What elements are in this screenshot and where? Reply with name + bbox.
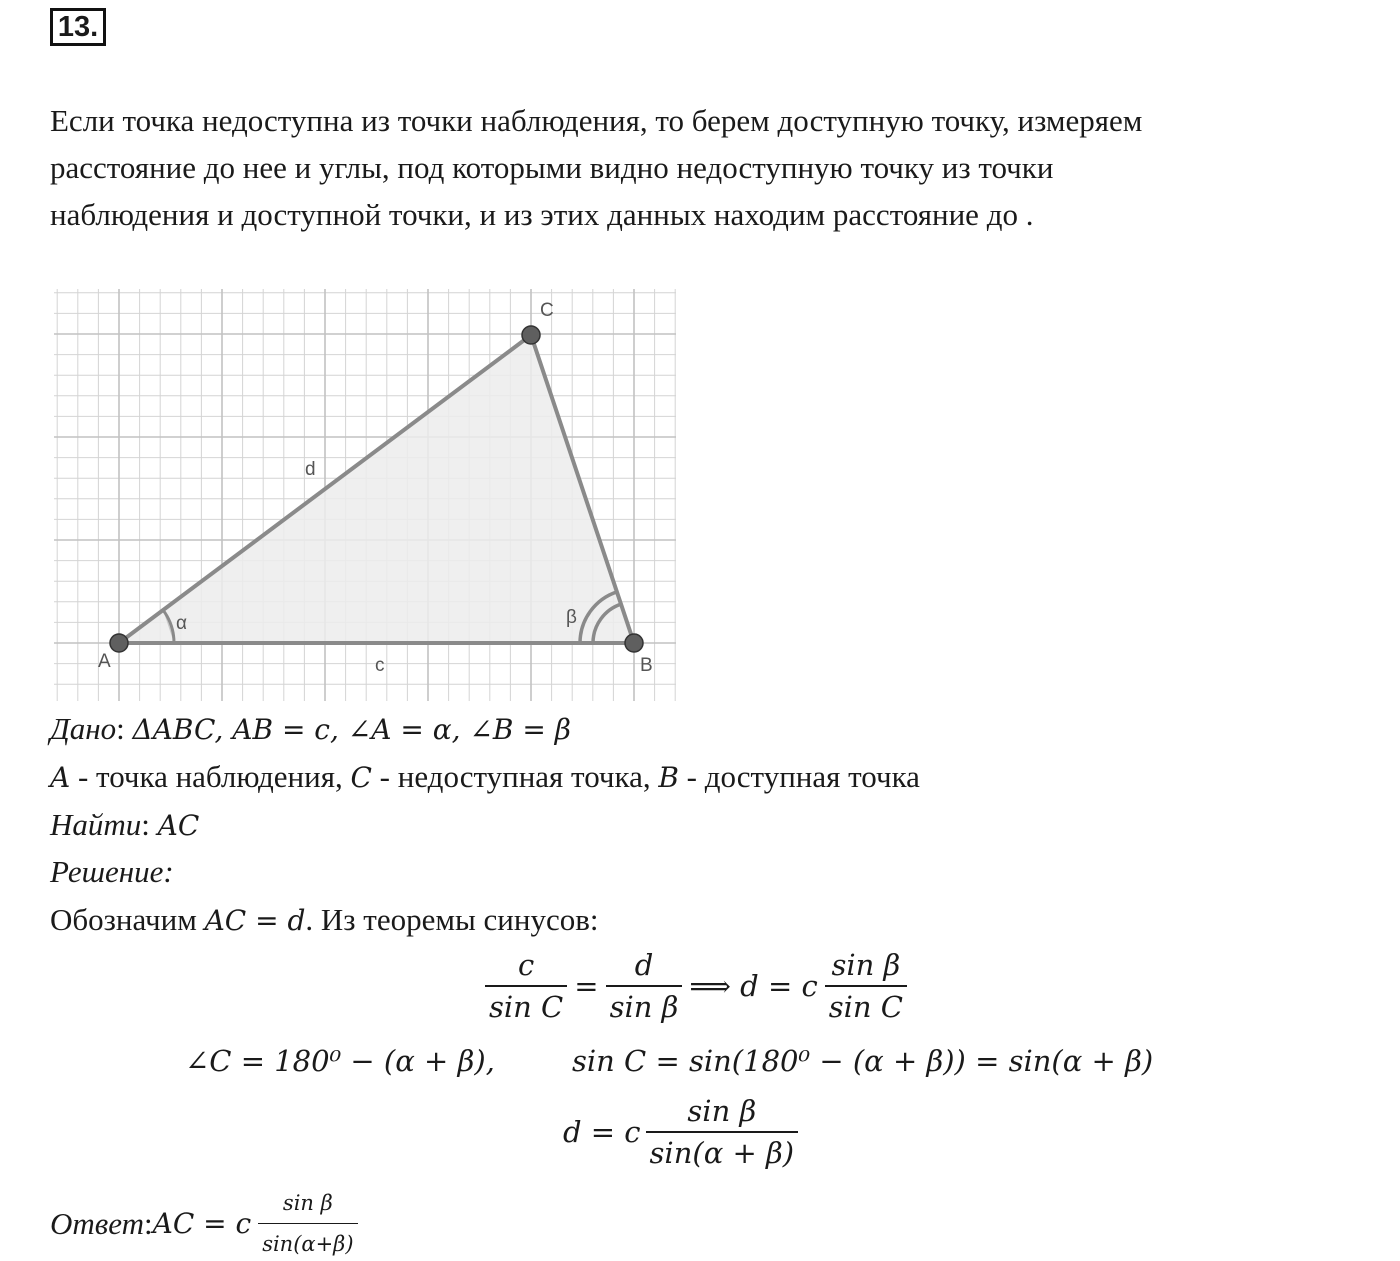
role-a-text: - точка наблюдения, xyxy=(70,759,351,794)
label-side-c: c xyxy=(375,655,385,676)
formula-sin-c: sin C = sin(180⁰ − (α + β)) = sin(α + β) xyxy=(572,1044,1154,1078)
formula1-eq: = xyxy=(574,969,599,1003)
answer-num: sin β xyxy=(282,1191,333,1215)
roles-line xyxy=(50,760,920,795)
role-a-letter: A xyxy=(50,761,71,794)
frac4-den: sin(α + β) xyxy=(646,1131,799,1170)
role-c-letter: C xyxy=(350,761,372,794)
role-c-text: - недоступная точка, xyxy=(371,759,659,794)
find-sep: : xyxy=(141,807,158,842)
denote-suffix: . Из теоремы синусов: xyxy=(305,902,599,937)
answer-sep: : xyxy=(143,1205,153,1241)
intro-line-1: Если точка недоступна из точки наблюдения, то берем доступную точку, измеряем xyxy=(50,103,1143,138)
label-alpha: α xyxy=(176,613,187,634)
formula-d xyxy=(563,1094,801,1170)
label-c: C xyxy=(540,300,554,321)
answer-lhs: AC = c xyxy=(152,1206,252,1240)
label-side-d: d xyxy=(305,459,316,480)
denote-prefix: Обозначим xyxy=(50,902,205,937)
frac3-den: sin C xyxy=(825,985,907,1024)
intro-line-3: наблюдения и доступной точки, и из этих данных находим расстояние до . xyxy=(50,197,1034,232)
answer-fraction xyxy=(258,1186,357,1261)
role-b-letter: B xyxy=(658,761,679,794)
frac1-num: c xyxy=(518,948,535,982)
triangle-fill xyxy=(119,335,634,643)
formula-angle-c: ∠C = 180⁰ − (α + β), xyxy=(185,1044,495,1078)
intro-line-2: расстояние до нее и углы, под которыми видно недоступную точку из точки xyxy=(50,150,1054,185)
formula3-lhs: d = c xyxy=(563,1115,641,1149)
label-b: B xyxy=(640,655,653,676)
fraction-sinb-over-sinc xyxy=(825,948,907,1024)
answer-den: sin(α+β) xyxy=(258,1223,357,1261)
frac3-num: sin β xyxy=(831,948,901,982)
given-math: ΔABC, AB = c, ∠A = α, ∠B = β xyxy=(132,713,571,746)
answer-line xyxy=(50,1186,361,1261)
given-label: Дано xyxy=(50,711,117,746)
label-beta: β xyxy=(566,607,577,628)
fraction-d-over-sinb xyxy=(606,948,683,1024)
frac2-num: d xyxy=(634,948,654,982)
given-sep: : xyxy=(116,711,133,746)
given-line xyxy=(50,712,571,747)
frac1-den: sin C xyxy=(485,985,567,1024)
denote-line xyxy=(50,903,599,938)
label-a: A xyxy=(98,651,111,672)
fraction-d-result xyxy=(646,1094,799,1170)
role-b-text: - доступная точка xyxy=(678,759,920,794)
find-label: Найти xyxy=(50,807,142,842)
find-math: AC xyxy=(157,809,200,842)
frac4-num: sin β xyxy=(687,1094,757,1128)
frac2-den: sin β xyxy=(606,985,683,1024)
formula1-implication: ⟹ d = c xyxy=(689,969,818,1003)
answer-label: Ответ xyxy=(50,1205,144,1241)
solution-label: Решение: xyxy=(50,854,174,889)
find-line xyxy=(50,808,199,843)
point-c xyxy=(522,326,540,344)
problem-number: 13. xyxy=(50,8,106,46)
formula-sine-theorem xyxy=(482,948,910,1024)
fraction-c-over-sinc xyxy=(485,948,567,1024)
point-b xyxy=(625,634,643,652)
triangle-figure xyxy=(50,285,680,705)
denote-math: AC = d xyxy=(204,904,306,937)
point-a xyxy=(110,634,128,652)
